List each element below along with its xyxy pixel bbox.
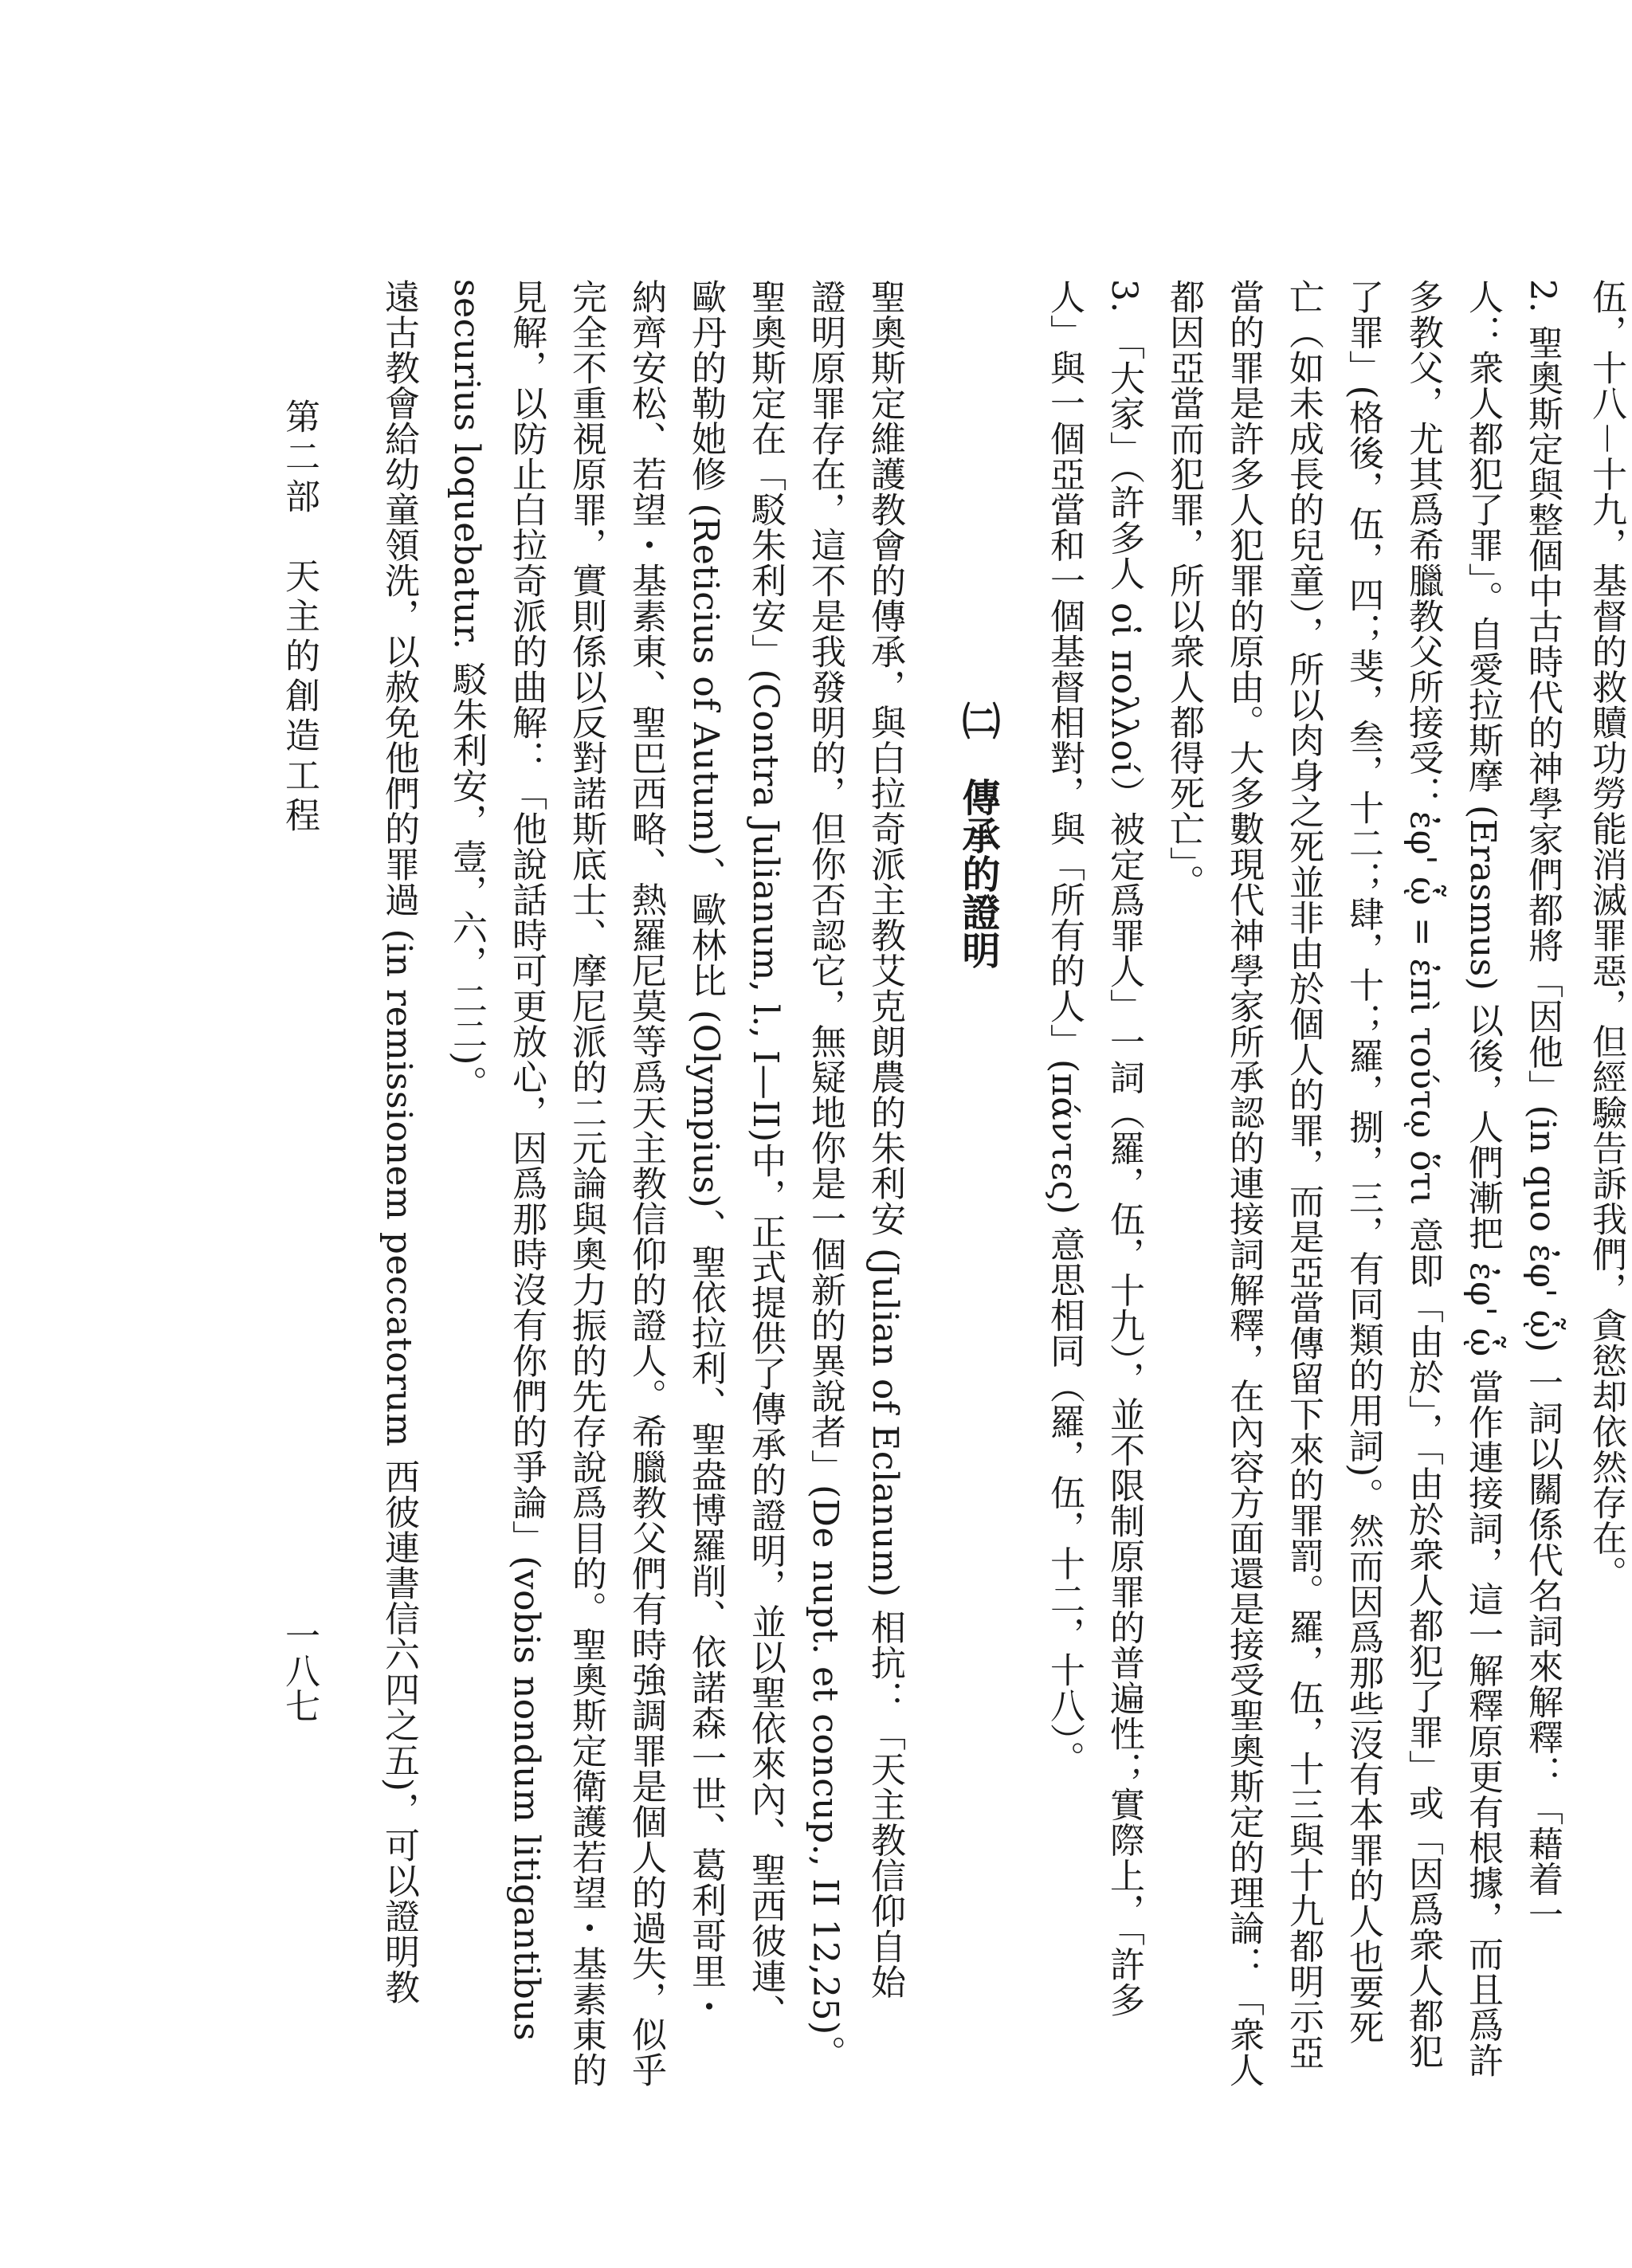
text-column: 了罪」(格後，伍，四；斐，叁，十二；肆，十；羅，捌，三，有同類的用詞)。然而因爲那些沒有本罪的人也要死 <box>1343 279 1383 2045</box>
running-head: 第二部 天主的創造工程 <box>279 398 320 837</box>
text-column: 人：衆人都犯了罪」。自愛拉斯摩 (Erasmus) 以後，人們漸把 ἐφ' ᾧ 當作連接詞，這一解釋原更有根據，而且爲許 <box>1462 279 1503 2078</box>
text-column: 聖奧斯定維護教會的傳承，與白拉奇派主教艾克朗農的朱利安 (Julian of Eclanum) 相抗：「天主教信仰自始 <box>865 279 905 1999</box>
text-column: 亡（如未成長的兒童），所以肉身之死並非由於個人的罪，而是亞當傳留下來的罪罰。羅，伍，十三與十九都明示亞 <box>1283 279 1324 2070</box>
text-column: 多教父，尤其爲希臘教父所接受：ἐφ' ᾧ = ἐπὶ τούτῳ ὅτι 意即「由於」，「由於衆人都犯了罪」或「因爲衆人都犯 <box>1402 279 1443 2069</box>
text-column: 聖奧斯定在「駁朱利安」(Contra Julianum, l., I—II)中，正式提供了傳承的證明，並以聖依來內、聖西彼連、 <box>745 279 786 2030</box>
text-column: 伍，十八－十九，基督的救贖功勞能消滅罪惡，但經驗告訴我們，貪慾却依然存在。 <box>1586 279 1626 1591</box>
text-column: 納齊安松、若望・基素東、聖巴西略、熱羅尼莫等爲天主教信仰的證人。希臘教父們有時強調罪是個人的過失，似乎 <box>626 279 666 2088</box>
section-heading: ㈡ 傳承的證明 <box>955 701 1000 969</box>
text-column: 人」與一個亞當和一個基督相對，與「所有的人」(πάντες) 意思相同（羅，伍，十二，十八）。 <box>1044 279 1085 1776</box>
text-column: 都因亞當而犯罪，所以衆人都得死亡」。 <box>1163 279 1204 900</box>
page-number: 一八七 <box>279 1618 320 1723</box>
text-column: 遠古教會給幼童領洗，以赦免他們的罪過 (in remissionem peccatorum 西彼連書信六四之五)，可以證明教 <box>379 279 419 2005</box>
text-column: 歐丹的勒她修 (Reticius of Autum)、歐林比 (Olympius)、聖依拉利、聖盎博羅削、依諾森一世、葛利哥里・ <box>685 279 726 2024</box>
text-column: 2. 聖奧斯定與整個中古時代的神學家們都將「因他」(in quo ἐφ' ᾧ) 一詞以關係代名詞來解釋：「藉着一 <box>1522 279 1563 1933</box>
text-column: 完全不重視原罪，實則係以反對諾斯底士、摩尼派的二元論與奧力振的先存說爲目的。聖奧斯定衛護若望・基素東的 <box>566 279 606 2088</box>
text-column: 證明原罪存在，這不是我發明的，但你否認它，無疑地你是一個新的異說者」(De nupt. et concup., II 12,25)。 <box>805 279 845 2071</box>
text-column: 3. 「大家」（許多人 οἱ πολλοί）被定爲罪人」一詞（羅，伍，十九），並不限制原罪的普遍性；實際上，「許多 <box>1104 279 1144 2018</box>
text-column: 當的罪是許多人犯罪的原由。大多數現代神學家所承認的連接詞解釋，在內容方面還是接受聖奧斯定的理論：「衆人 <box>1223 279 1264 2088</box>
text-column: 見解，以防止白拉奇派的曲解：「他說話時可更放心，因爲那時沒有你們的爭論」(vobis nondum litigantibus <box>506 279 547 2042</box>
text-column: securius loquebatur. 駁朱利安，壹，六，二二)。 <box>446 279 487 1101</box>
